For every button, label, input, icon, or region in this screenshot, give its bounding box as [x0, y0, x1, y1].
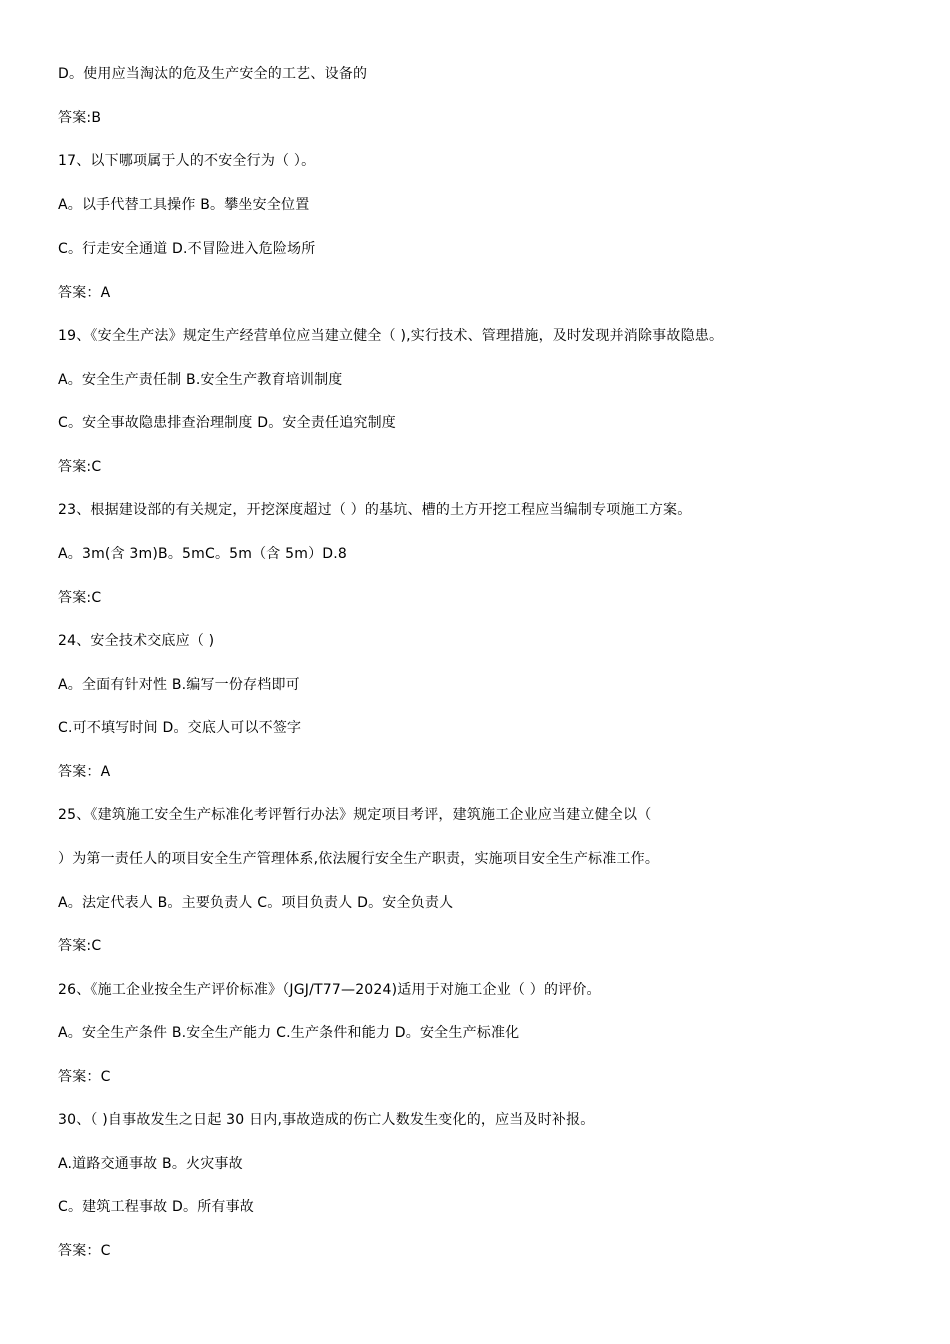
- option-line-d: D。使用应当淘汰的危及生产安全的工艺、设备的: [58, 66, 368, 82]
- option-line-abcd: A。法定代表人 B。主要负责人 C。项目负责人 D。安全负责人: [58, 895, 454, 911]
- option-line-ab: A。安全生产责任制 B.安全生产教育培训制度: [58, 372, 343, 388]
- answer-line: 答案：A: [58, 285, 111, 301]
- answer-line: 答案:C: [58, 938, 102, 954]
- option-line-ab: A。以手代替工具操作 B。攀坐安全位置: [58, 197, 310, 213]
- question-30: 30、（ )自事故发生之日起 30 日内,事故造成的伤亡人数发生变化的，应当及时补报。: [58, 1112, 595, 1128]
- option-line-abcd: A。3m(含 3m)B。5mC。5m（含 5m）D.8: [58, 546, 348, 562]
- answer-line: 答案：C: [58, 1069, 111, 1085]
- answer-line: 答案:C: [58, 459, 102, 475]
- option-line-abcd: A。安全生产条件 B.安全生产能力 C.生产条件和能力 D。安全生产标准化: [58, 1025, 520, 1041]
- option-line-cd: C。建筑工程事故 D。所有事故: [58, 1199, 255, 1215]
- option-line-cd: C。安全事故隐患排查治理制度 D。安全责任追究制度: [58, 415, 397, 431]
- option-line-ab: A.道路交通事故 B。火灾事故: [58, 1156, 243, 1172]
- option-line-cd: C.可不填写时间 D。交底人可以不签字: [58, 720, 302, 736]
- question-25-continued: ）为第一责任人的项目安全生产管理体系,依法履行安全生产职责，实施项目安全生产标准工作。: [58, 851, 660, 867]
- answer-line: 答案:B: [58, 110, 102, 126]
- answer-line: 答案：A: [58, 764, 111, 780]
- option-line-cd: C。行走安全通道 D.不冒险进入危险场所: [58, 241, 316, 257]
- question-19: 19、《安全生产法》规定生产经营单位应当建立健全（ ),实行技术、管理措施，及时发现并消除事故隐患。: [58, 328, 724, 344]
- answer-line: 答案:C: [58, 590, 102, 606]
- question-17: 17、以下哪项属于人的不安全行为（ ）。: [58, 153, 316, 169]
- option-line-ab: A。全面有针对性 B.编写一份存档即可: [58, 677, 300, 693]
- answer-line: 答案：C: [58, 1243, 111, 1259]
- question-25: 25、《建筑施工安全生产标准化考评暂行办法》规定项目考评，建筑施工企业应当建立健全以（: [58, 807, 652, 823]
- question-24: 24、安全技术交底应（ ): [58, 633, 215, 649]
- question-23: 23、根据建设部的有关规定，开挖深度超过（ ）的基坑、槽的土方开挖工程应当编制专项施工方案。: [58, 502, 692, 518]
- question-26: 26、《施工企业按全生产评价标准》（JGJ/T77—2024)适用于对施工企业（ ）的评价。: [58, 982, 601, 998]
